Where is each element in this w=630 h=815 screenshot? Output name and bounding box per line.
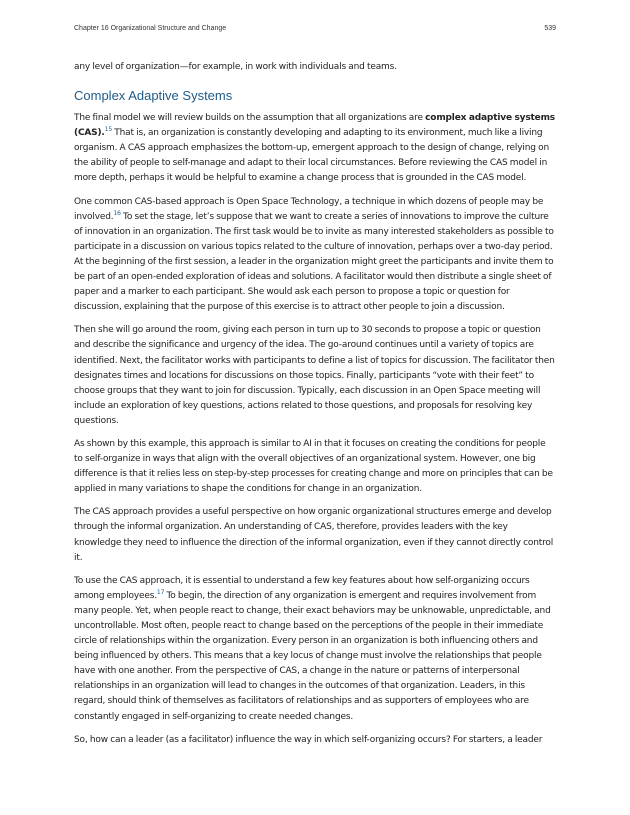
footnote-ref-15[interactable]: 15 bbox=[104, 126, 112, 134]
section-heading: Complex Adaptive Systems bbox=[74, 88, 233, 104]
paragraph-open-space bbox=[74, 195, 556, 316]
footnote-ref-16[interactable]: 16 bbox=[113, 209, 121, 217]
page-number: 539 bbox=[544, 25, 556, 32]
intro-paragraph: any level of organization—for example, in work with individuals and teams. bbox=[74, 62, 397, 72]
chapter-title: Chapter 16 Organizational Structure and Change bbox=[74, 25, 227, 32]
running-header bbox=[74, 25, 556, 37]
paragraph-self-organizing bbox=[74, 574, 556, 725]
paragraph-facilitator: So, how can a leader (as a facilitator) influence the way in which self-organizing occurs? For starters, a leader bbox=[74, 734, 543, 745]
paragraph-cas-definition bbox=[74, 111, 556, 186]
footnote-ref-17[interactable]: 17 bbox=[156, 588, 165, 596]
paragraph-text: The final model we will review builds on the assumption that all organizations are bbox=[74, 113, 426, 124]
paragraph-text: One common CAS-based approach is Open Space Technology, a technique in which dozens of people may be involved. bbox=[74, 196, 544, 222]
key-term: complex adaptive systems (CAS). bbox=[74, 113, 555, 139]
page-body bbox=[74, 60, 556, 756]
paragraph-text: To begin, the direction of any organization is emergent and requires involvement from many people. Yet, when people react to change, their exact behaviors may be unknowable, unpredictable, and uncontrollable. Most often, people react to change based on the perceptions of the people in their immediate circle of relationships within the organization. Every person in an organization is both influencing others and being influenced by others. This means that a key locus of change must involve the relationships that people have with one another. From the perspective of CAS, a change in the nature or patterns of interpersonal relationships in an organization will lead to changes in the outcomes of that organization. Leaders, in this regard, should think of themselves as facilitators of relationships and as supporters of employees who are constantly engaged in self-organizing to create needed changes. bbox=[74, 590, 551, 722]
paragraph-comparison: As shown by this example, this approach is similar to AI in that it focuses on creating the conditions for people to self-organize in ways that align with the overall objectives of an organizational system. However, one big difference is that it relies less on step-by-step processes for creating change and more on principles that can be applied in many variations to shape the conditions for change in an organization. bbox=[74, 438, 553, 495]
paragraph-text: To use the CAS approach, it is essential to understand a few key features about how self-organizing occurs among employees. bbox=[74, 575, 530, 601]
paragraph-text: To set the stage, let’s suppose that we want to create a series of innovations to improve the culture of innovation in an organization. The first task would be to invite as many interested stakeholders as possible to participate in a discussion on various topics related to the culture of innovation, perhaps over a two-day period. At the beginning of the first session, a leader in the organization might greet the participants and invite them to be part of an open-ended exploration of ideas and solutions. A facilitator would then distribute a single sheet of paper and a marker to each participant. She would ask each person to propose a topic or question for discussion, explaining that the purpose of this exercise is to attract other people to join a discussion. bbox=[74, 211, 554, 313]
paragraph-perspective: The CAS approach provides a useful perspective on how organic organizational structures emerge and develop through the informal organization. An understanding of CAS, therefore, provides leaders with the key knowledge they need to influence the direction of the informal organization, even if they cannot directly control it. bbox=[74, 507, 554, 563]
paragraph-go-around: Then she will go around the room, giving each person in turn up to 30 seconds to propose a topic or question and describe the significance and urgency of the idea. The go-around continues until a variety of topics are identified. Next, the facilitator works with participants to define a list of topics for discussion. The facilitator then designates times and locations for discussions on those topics. Finally, participants “vote with their feet” to choose groups that they want to join for discussion. Typically, each discussion in an Open Space meeting will include an exploration of key questions, actions related to those questions, and proposals for resolving key questions. bbox=[74, 325, 555, 426]
paragraph-text: That is, an organization is constantly developing and adapting to its environment, much like a living organism. A CAS approach emphasizes the bottom-up, emergent approach to the design of change, relying on the ability of people to self-manage and adapt to their local circumstances. Before reviewing the CAS model in more depth, perhaps it would be helpful to examine a change process that is grounded in the CAS model. bbox=[74, 128, 549, 184]
